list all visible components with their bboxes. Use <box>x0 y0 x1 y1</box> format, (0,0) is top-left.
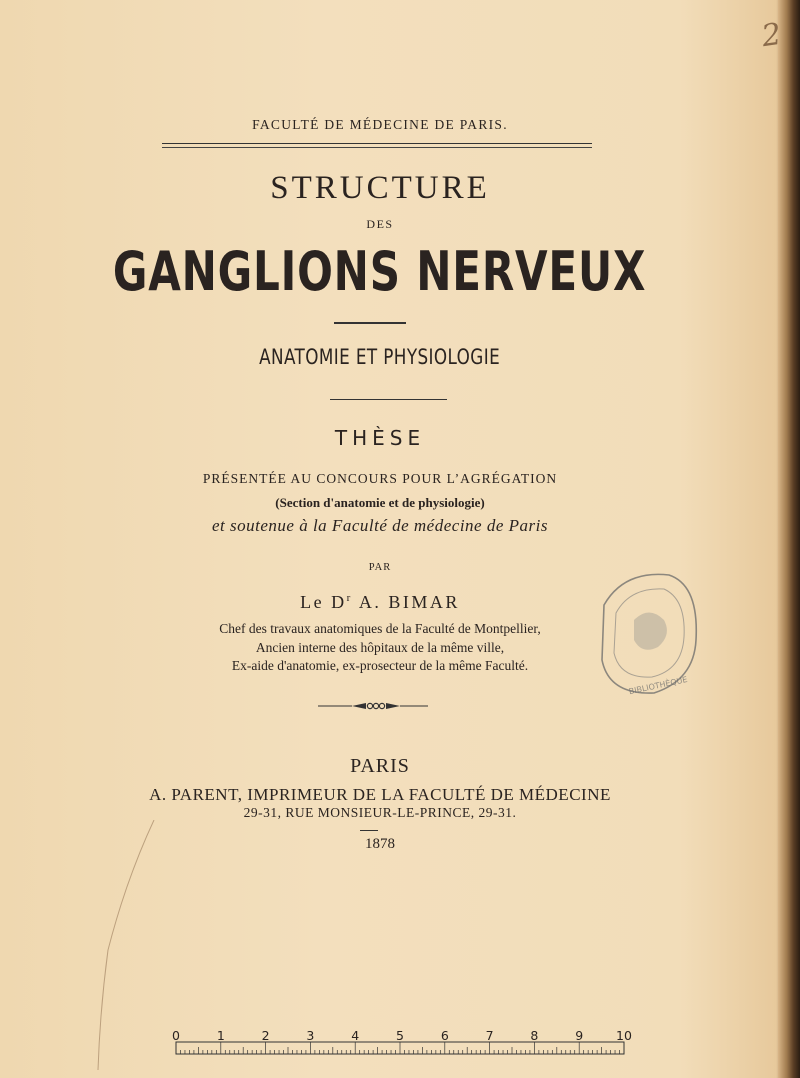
ruler-label: 9 <box>575 1028 584 1043</box>
year: 1878 <box>365 836 395 852</box>
library-stamp <box>594 565 704 700</box>
handwritten-page-number: 2 <box>759 16 784 55</box>
printer-line: A. PARENT, IMPRIMEUR DE LA FACULTÉ DE MÉDECINE <box>149 785 611 804</box>
author-name: A. BIMAR <box>358 592 460 612</box>
address-line: 29-31, RUE MONSIEUR-LE-PRINCE, 29-31. <box>243 805 517 820</box>
heading-rule <box>162 143 592 144</box>
title-des: DES <box>366 217 394 231</box>
author-prefix: Le D <box>300 592 347 612</box>
city: PARIS <box>350 755 410 777</box>
ruler-label: 4 <box>351 1028 360 1043</box>
author-sup: r <box>346 592 353 604</box>
year-rule <box>360 830 378 831</box>
scale-ruler <box>172 1028 632 1058</box>
section-line: (Section d'anatomie et de physiologie) <box>275 495 485 510</box>
soutenue-line: et soutenue à la Faculté de médecine de Paris <box>212 516 548 535</box>
title-structure: STRUCTURE <box>270 170 490 206</box>
page-edge-mark <box>96 820 156 1070</box>
heading-rule-thin <box>162 147 592 148</box>
faculty-heading: FACULTÉ DE MÉDECINE DE PARIS. <box>252 117 508 132</box>
binding-edge <box>778 0 800 1078</box>
presentee-line: PRÉSENTÉE AU CONCOURS POUR L’AGRÉGATION <box>202 471 558 486</box>
ruler-label: 2 <box>261 1028 270 1043</box>
ruler-label: 0 <box>172 1028 180 1043</box>
stamp-text: BIBLIOTHÈQUE <box>628 675 689 697</box>
ruler-label: 6 <box>440 1028 449 1043</box>
ruler-label: 7 <box>485 1028 494 1043</box>
divider-rule <box>334 322 406 324</box>
credential-line: Ex-aide d'anatomie, ex-prosecteur de la même Faculté. <box>231 658 529 673</box>
ruler-label: 3 <box>306 1028 315 1043</box>
ruler-label: 5 <box>396 1028 404 1043</box>
these-heading: THÈSE <box>334 426 426 450</box>
subtitle: ANATOMIE ET PHYSIOLOGIE <box>259 345 501 369</box>
credential-line: Chef des travaux anatomiques de la Faculté de Montpellier, <box>219 621 541 636</box>
ruler-label: 1 <box>216 1028 225 1043</box>
par-line: PAR <box>368 562 392 573</box>
title-ganglions-nerveux: GANGLIONS NERVEUX <box>112 240 647 303</box>
ruler-label: 10 <box>616 1028 632 1043</box>
credential-line: Ancien interne des hôpitaux de la même ville, <box>255 640 505 655</box>
divider-rule-2 <box>330 399 447 400</box>
ruler-label: 8 <box>530 1028 539 1043</box>
printer-ornament <box>318 700 428 712</box>
